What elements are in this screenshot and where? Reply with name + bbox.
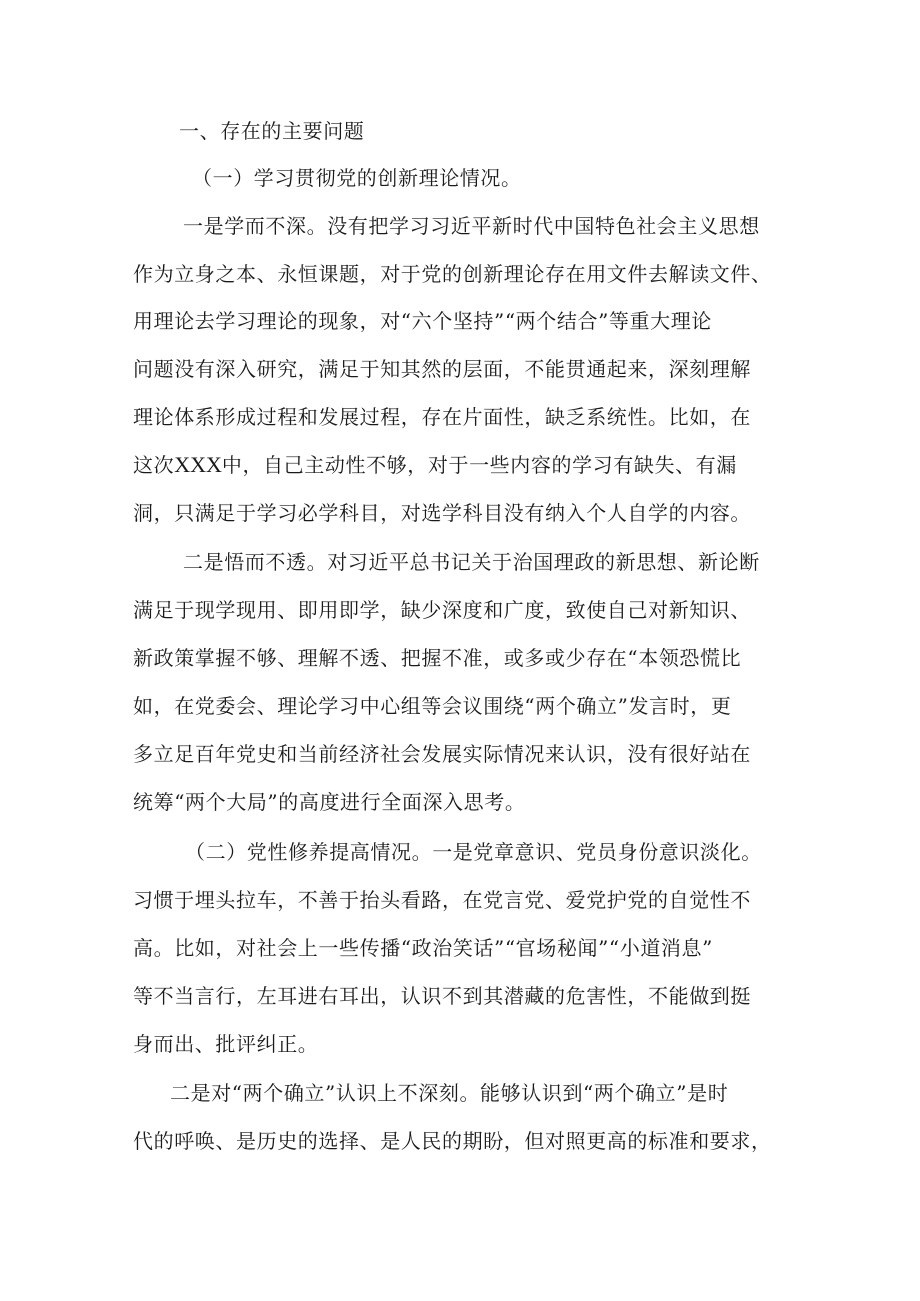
- paragraph-line: 问题没有深入研究，满足于知其然的层面，不能贯通起来，深刻理解: [133, 357, 751, 381]
- paragraph-line: 如，在党委会、理论学习中心组等会议围绕“两个确立”发言时，更: [133, 694, 732, 718]
- section-heading: 一、存在的主要问题: [179, 119, 365, 143]
- paragraph-line: 高。比如，对社会上一些传播“政治笑话”“官场秘闻”“小道消息”: [133, 936, 713, 960]
- subsection-title-1: （一）学习贯彻党的创新理论情况。: [192, 166, 522, 190]
- subsection-title-2: （二）党性修养提高情况。一是党章意识、党员身份意识淡化。: [185, 840, 762, 864]
- placeholder-code: XXX: [174, 452, 222, 477]
- paragraph-line: 二是悟而不透。对习近平总书记关于治国理政的新思想、新论断: [183, 550, 760, 574]
- paragraph-line: 二是对“两个确立”认识上不深刻。能够认识到“两个确立”是时: [170, 1081, 729, 1105]
- paragraph-line: 作为立身之本、永恒课题，对于党的创新理论存在用文件去解读文件、: [133, 262, 772, 286]
- paragraph-line: 一是学而不深。没有把学习习近平新时代中国特色社会主义思想: [183, 214, 760, 238]
- paragraph-line: 等不当言行，左耳进右耳出，认识不到其潜藏的危害性，不能做到挺: [133, 984, 751, 1008]
- paragraph-line: 习惯于埋头拉车，不善于抬头看路，在党言党、爱党护党的自觉性不: [133, 888, 751, 912]
- line-prefix: 这次: [133, 453, 175, 477]
- paragraph-line: 身而出、批评纠正。: [133, 1032, 319, 1056]
- paragraph-line: 多立足百年党史和当前经济社会发展实际情况来认识，没有很好站在: [133, 742, 751, 766]
- paragraph-line: 满足于现学现用、即用即学，缺少深度和广度，致使自己对新知识、: [133, 598, 751, 622]
- paragraph-line: 代的呼唤、是历史的选择、是人民的期盼，但对照更高的标准和要求，: [133, 1129, 772, 1153]
- paragraph-line: 理论体系形成过程和发展过程，存在片面性，缺乏系统性。比如，在: [133, 405, 751, 429]
- paragraph-line: 统筹“两个大局”的高度进行全面深入思考。: [133, 790, 526, 814]
- paragraph-line: [133, 452, 737, 478]
- paragraph-line: 用理论去学习理论的现象，对“六个坚持”“两个结合”等重大理论: [133, 309, 712, 333]
- paragraph-line: 洞，只满足于学习必学科目，对选学科目没有纳入个人自学的内容。: [133, 501, 751, 525]
- paragraph-line: 新政策掌握不够、理解不透、把握不准，或多或少存在“本领恐慌比: [133, 646, 742, 670]
- line-rest: 中，自己主动性不够，对于一些内容的学习有缺失、有漏: [221, 453, 737, 477]
